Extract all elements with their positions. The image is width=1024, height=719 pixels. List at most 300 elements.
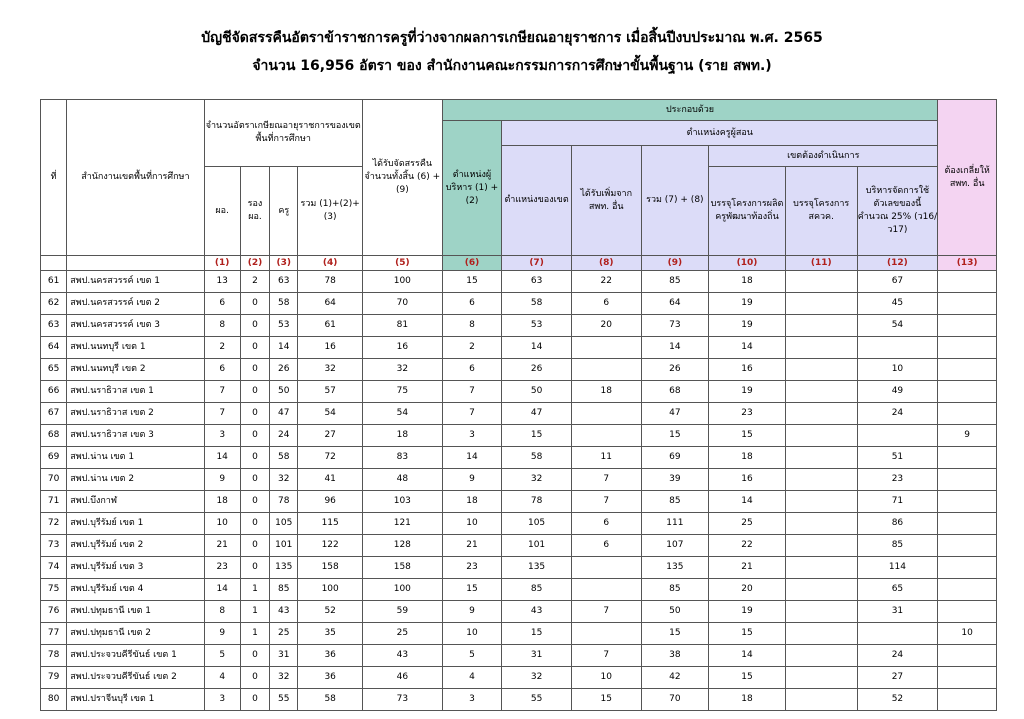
header-sum-7-8: รวม (7) + (8)	[641, 146, 709, 256]
cell-c8	[571, 425, 641, 447]
cell-c5: 46	[362, 667, 442, 689]
row-number: 61	[41, 271, 67, 293]
cell-c6: 5	[442, 645, 502, 667]
header-office: สำนักงานเขตพื้นที่การศึกษา	[67, 100, 204, 256]
cell-c12: 31	[857, 601, 938, 623]
cell-c2: 0	[240, 667, 269, 689]
cell-c7: 32	[502, 469, 572, 491]
cell-c7: 85	[502, 579, 572, 601]
cell-c13: 10	[938, 623, 997, 645]
cell-c2: 0	[240, 447, 269, 469]
cell-c3: 78	[270, 491, 298, 513]
col-number: (3)	[270, 256, 298, 271]
header-retire-group: จำนวนอัตราเกษียณอายุราชการของเขตพื้นที่การศึกษา	[204, 100, 362, 167]
cell-c5: 158	[362, 557, 442, 579]
cell-c12: 10	[857, 359, 938, 381]
cell-c11	[785, 623, 857, 645]
cell-c13	[938, 469, 997, 491]
cell-c3: 55	[270, 689, 298, 711]
row-number: 67	[41, 403, 67, 425]
cell-c7: 58	[502, 293, 572, 315]
cell-c10: 21	[709, 557, 786, 579]
cell-c7: 31	[502, 645, 572, 667]
header-district-pos: ตำแหน่งของเขต	[502, 146, 572, 256]
cell-c2: 0	[240, 403, 269, 425]
row-number: 63	[41, 315, 67, 337]
cell-c5: 75	[362, 381, 442, 403]
cell-c4: 54	[298, 403, 363, 425]
cell-c9: 68	[641, 381, 709, 403]
header-local-teacher: บรรจุโครงการผลิตครูพัฒนาท้องถิ่น	[709, 167, 786, 256]
cell-c4: 41	[298, 469, 363, 491]
office-name: สพป.นนทบุรี เขต 2	[67, 359, 204, 381]
office-name: สพป.นราธิวาส เขต 3	[67, 425, 204, 447]
table-row	[41, 557, 997, 579]
cell-c6: 7	[442, 403, 502, 425]
table-body	[41, 271, 997, 711]
col-number: (5)	[362, 256, 442, 271]
cell-c8	[571, 337, 641, 359]
cell-c8: 10	[571, 667, 641, 689]
cell-c9: 38	[641, 645, 709, 667]
header-teacher: ครู	[270, 167, 298, 256]
office-name: สพป.นนทบุรี เขต 1	[67, 337, 204, 359]
header-share-other: ต้องเกลี่ยให้ สพท. อื่น	[938, 100, 997, 256]
cell-c13	[938, 579, 997, 601]
row-number: 75	[41, 579, 67, 601]
col-number: (1)	[204, 256, 240, 271]
table-row	[41, 337, 997, 359]
col-number: (10)	[709, 256, 786, 271]
cell-c8: 6	[571, 535, 641, 557]
cell-c8: 20	[571, 315, 641, 337]
cell-c5: 128	[362, 535, 442, 557]
cell-c6: 6	[442, 359, 502, 381]
cell-c2: 0	[240, 645, 269, 667]
cell-c5: 70	[362, 293, 442, 315]
table-row	[41, 293, 997, 315]
office-name: สพป.ปราจีนบุรี เขต 1	[67, 689, 204, 711]
cell-c9: 42	[641, 667, 709, 689]
cell-c13	[938, 601, 997, 623]
cell-c11	[785, 315, 857, 337]
cell-c7: 135	[502, 557, 572, 579]
cell-c2: 0	[240, 293, 269, 315]
cell-c1: 13	[204, 271, 240, 293]
cell-c9: 69	[641, 447, 709, 469]
col-number: (13)	[938, 256, 997, 271]
cell-c3: 58	[270, 293, 298, 315]
cell-c2: 0	[240, 359, 269, 381]
cell-c9: 111	[641, 513, 709, 535]
cell-c1: 10	[204, 513, 240, 535]
cell-c1: 23	[204, 557, 240, 579]
cell-c3: 14	[270, 337, 298, 359]
cell-c11	[785, 271, 857, 293]
cell-c10: 19	[709, 381, 786, 403]
row-number: 65	[41, 359, 67, 381]
cell-c5: 18	[362, 425, 442, 447]
cell-c4: 35	[298, 623, 363, 645]
cell-c8	[571, 557, 641, 579]
cell-c9: 26	[641, 359, 709, 381]
cell-c13	[938, 293, 997, 315]
office-name: สพป.บึงกาฬ	[67, 491, 204, 513]
cell-c3: 26	[270, 359, 298, 381]
cell-c13	[938, 689, 997, 711]
cell-c10: 16	[709, 469, 786, 491]
cell-c2: 0	[240, 381, 269, 403]
cell-c9: 73	[641, 315, 709, 337]
cell-c12	[857, 623, 938, 645]
cell-c10: 20	[709, 579, 786, 601]
cell-c8	[571, 403, 641, 425]
cell-c2: 0	[240, 491, 269, 513]
cell-c6: 7	[442, 381, 502, 403]
cell-c9: 64	[641, 293, 709, 315]
cell-c4: 32	[298, 359, 363, 381]
row-number: 70	[41, 469, 67, 491]
header-director: ผอ.	[204, 167, 240, 256]
cell-c9: 107	[641, 535, 709, 557]
cell-c3: 31	[270, 645, 298, 667]
table-row	[41, 689, 997, 711]
cell-c7: 26	[502, 359, 572, 381]
cell-c13	[938, 557, 997, 579]
table-row	[41, 513, 997, 535]
cell-c8: 18	[571, 381, 641, 403]
cell-c9: 15	[641, 623, 709, 645]
cell-c12: 24	[857, 403, 938, 425]
cell-c11	[785, 403, 857, 425]
cell-c4: 115	[298, 513, 363, 535]
cell-c10: 19	[709, 315, 786, 337]
cell-c2: 0	[240, 689, 269, 711]
cell-c8: 6	[571, 293, 641, 315]
row-number: 79	[41, 667, 67, 689]
cell-c9: 14	[641, 337, 709, 359]
cell-c4: 58	[298, 689, 363, 711]
cell-c9: 85	[641, 271, 709, 293]
cell-c7: 53	[502, 315, 572, 337]
cell-c11	[785, 359, 857, 381]
cell-c1: 9	[204, 469, 240, 491]
cell-c4: 36	[298, 667, 363, 689]
cell-c12: 49	[857, 381, 938, 403]
cell-c6: 21	[442, 535, 502, 557]
cell-c6: 10	[442, 623, 502, 645]
table-row	[41, 381, 997, 403]
cell-c9: 85	[641, 491, 709, 513]
cell-c13	[938, 447, 997, 469]
cell-c2: 1	[240, 579, 269, 601]
cell-c12	[857, 337, 938, 359]
table-row	[41, 447, 997, 469]
col-number: (8)	[571, 256, 641, 271]
cell-c5: 103	[362, 491, 442, 513]
cell-c12	[857, 425, 938, 447]
cell-c13	[938, 491, 997, 513]
cell-c8: 22	[571, 271, 641, 293]
document-title: บัญชีจัดสรรคืนอัตราข้าราชการครูที่ว่างจากผลการเกษียณอายุราชการ เมื่อสิ้นปีงบประมาณ พ.ศ. 2565	[201, 30, 823, 46]
cell-c13	[938, 667, 997, 689]
cell-c12: 86	[857, 513, 938, 535]
cell-c10: 18	[709, 447, 786, 469]
cell-c12: 27	[857, 667, 938, 689]
cell-c12: 52	[857, 689, 938, 711]
cell-c8: 11	[571, 447, 641, 469]
cell-c12: 51	[857, 447, 938, 469]
cell-c4: 61	[298, 315, 363, 337]
cell-c4: 158	[298, 557, 363, 579]
header-allocated: ได้รับจัดสรรคืนจำนวนทั้งสิ้น (6) + (9)	[362, 100, 442, 256]
cell-c11	[785, 535, 857, 557]
office-name: สพป.น่าน เขต 2	[67, 469, 204, 491]
cell-c9: 135	[641, 557, 709, 579]
cell-c1: 18	[204, 491, 240, 513]
table-row	[41, 601, 997, 623]
cell-c3: 43	[270, 601, 298, 623]
header-admin-pos: ตำแหน่งผู้บริหาร (1) + (2)	[442, 121, 502, 256]
cell-c3: 24	[270, 425, 298, 447]
cell-c6: 3	[442, 689, 502, 711]
cell-c5: 59	[362, 601, 442, 623]
cell-c3: 63	[270, 271, 298, 293]
cell-c12: 65	[857, 579, 938, 601]
cell-c4: 100	[298, 579, 363, 601]
cell-c2: 0	[240, 513, 269, 535]
office-name: สพป.บุรีรัมย์ เขต 4	[67, 579, 204, 601]
office-name: สพป.บุรีรัมย์ เขต 3	[67, 557, 204, 579]
cell-c1: 5	[204, 645, 240, 667]
cell-c2: 0	[240, 337, 269, 359]
cell-c11	[785, 447, 857, 469]
office-name: สพป.บุรีรัมย์ เขต 1	[67, 513, 204, 535]
cell-c11	[785, 293, 857, 315]
cell-c7: 105	[502, 513, 572, 535]
cell-c6: 4	[442, 667, 502, 689]
cell-c11	[785, 381, 857, 403]
cell-c3: 53	[270, 315, 298, 337]
cell-c5: 100	[362, 579, 442, 601]
cell-c1: 7	[204, 403, 240, 425]
cell-c4: 96	[298, 491, 363, 513]
cell-c7: 14	[502, 337, 572, 359]
cell-c1: 4	[204, 667, 240, 689]
cell-c2: 1	[240, 623, 269, 645]
cell-c8	[571, 579, 641, 601]
cell-c9: 47	[641, 403, 709, 425]
row-number: 74	[41, 557, 67, 579]
header-district-ops: เขตต้องดำเนินการ	[709, 146, 938, 167]
document-subtitle: จำนวน 16,956 อัตรา ของ สำนักงานคณะกรรมการการศึกษาขั้นพื้นฐาน (ราย สพท.)	[252, 58, 772, 74]
col-number: (7)	[502, 256, 572, 271]
cell-c8	[571, 623, 641, 645]
cell-c8: 7	[571, 469, 641, 491]
cell-c1: 3	[204, 425, 240, 447]
cell-c6: 23	[442, 557, 502, 579]
cell-c1: 9	[204, 623, 240, 645]
cell-c7: 15	[502, 425, 572, 447]
cell-c7: 32	[502, 667, 572, 689]
cell-c10: 15	[709, 623, 786, 645]
row-number: 62	[41, 293, 67, 315]
office-name: สพป.ประจวบคีรีขันธ์ เขต 1	[67, 645, 204, 667]
cell-c8: 7	[571, 645, 641, 667]
cell-c1: 6	[204, 359, 240, 381]
table-row	[41, 623, 997, 645]
col-number: (9)	[641, 256, 709, 271]
cell-c11	[785, 513, 857, 535]
table-row	[41, 271, 997, 293]
header-manage-25: บริหารจัดการใช้ตัวเลขของนี้ คำนวณ 25% (ว16/ ว17)	[857, 167, 938, 256]
office-name: สพป.น่าน เขต 1	[67, 447, 204, 469]
cell-c4: 64	[298, 293, 363, 315]
cell-c5: 81	[362, 315, 442, 337]
cell-c3: 50	[270, 381, 298, 403]
cell-c4: 122	[298, 535, 363, 557]
cell-c7: 15	[502, 623, 572, 645]
cell-c12: 23	[857, 469, 938, 491]
header-total: รวม (1)+(2)+(3)	[298, 167, 363, 256]
col-number: (11)	[785, 256, 857, 271]
cell-c13	[938, 535, 997, 557]
col-number: (4)	[298, 256, 363, 271]
office-name: สพป.บุรีรัมย์ เขต 2	[67, 535, 204, 557]
row-number: 73	[41, 535, 67, 557]
table-row	[41, 403, 997, 425]
cell-c5: 48	[362, 469, 442, 491]
cell-c9: 39	[641, 469, 709, 491]
cell-c1: 2	[204, 337, 240, 359]
col-number: (12)	[857, 256, 938, 271]
cell-c3: 135	[270, 557, 298, 579]
cell-c7: 43	[502, 601, 572, 623]
row-number: 76	[41, 601, 67, 623]
cell-c3: 85	[270, 579, 298, 601]
cell-c4: 27	[298, 425, 363, 447]
cell-c10: 14	[709, 645, 786, 667]
col-number: (6)	[442, 256, 502, 271]
header-deputy: รอง ผอ.	[240, 167, 269, 256]
cell-c11	[785, 491, 857, 513]
cell-c6: 9	[442, 601, 502, 623]
cell-c5: 25	[362, 623, 442, 645]
cell-c5: 100	[362, 271, 442, 293]
cell-c5: 54	[362, 403, 442, 425]
table-row	[41, 491, 997, 513]
office-name: สพป.ประจวบคีรีขันธ์ เขต 2	[67, 667, 204, 689]
cell-c1: 6	[204, 293, 240, 315]
cell-c7: 50	[502, 381, 572, 403]
row-number: 68	[41, 425, 67, 447]
cell-c4: 36	[298, 645, 363, 667]
cell-c12: 24	[857, 645, 938, 667]
cell-c10: 19	[709, 601, 786, 623]
table-row	[41, 425, 997, 447]
cell-c12: 71	[857, 491, 938, 513]
cell-c11	[785, 425, 857, 447]
office-name: สพป.นราธิวาส เขต 2	[67, 403, 204, 425]
cell-c6: 8	[442, 315, 502, 337]
cell-c11	[785, 601, 857, 623]
cell-c11	[785, 645, 857, 667]
cell-c3: 32	[270, 469, 298, 491]
cell-c6: 3	[442, 425, 502, 447]
office-name: สพป.นครสวรรค์ เขต 3	[67, 315, 204, 337]
cell-c10: 23	[709, 403, 786, 425]
cell-c2: 0	[240, 535, 269, 557]
cell-c12: 85	[857, 535, 938, 557]
cell-c8: 7	[571, 601, 641, 623]
office-name: สพป.นครสวรรค์ เขต 1	[67, 271, 204, 293]
cell-c8: 15	[571, 689, 641, 711]
cell-c4: 78	[298, 271, 363, 293]
cell-c1: 21	[204, 535, 240, 557]
header-extra-other: ได้รับเพิ่มจาก สพท. อื่น	[571, 146, 641, 256]
cell-c2: 2	[240, 271, 269, 293]
cell-c7: 63	[502, 271, 572, 293]
cell-c5: 73	[362, 689, 442, 711]
cell-c10: 15	[709, 425, 786, 447]
row-number: 80	[41, 689, 67, 711]
cell-c9: 15	[641, 425, 709, 447]
cell-c13	[938, 645, 997, 667]
cell-c13	[938, 271, 997, 293]
cell-c4: 16	[298, 337, 363, 359]
cell-c9: 70	[641, 689, 709, 711]
office-name: สพป.ปทุมธานี เขต 2	[67, 623, 204, 645]
cell-c2: 0	[240, 469, 269, 491]
row-number: 77	[41, 623, 67, 645]
cell-c11	[785, 579, 857, 601]
row-number: 71	[41, 491, 67, 513]
cell-c13: 9	[938, 425, 997, 447]
cell-c11	[785, 557, 857, 579]
office-name: สพป.นราธิวาส เขต 1	[67, 381, 204, 403]
cell-c3: 58	[270, 447, 298, 469]
cell-c8: 6	[571, 513, 641, 535]
cell-c11	[785, 667, 857, 689]
cell-c13	[938, 513, 997, 535]
cell-c6: 10	[442, 513, 502, 535]
cell-c5: 43	[362, 645, 442, 667]
table-row	[41, 359, 997, 381]
cell-c2: 1	[240, 601, 269, 623]
cell-c10: 18	[709, 271, 786, 293]
cell-c12: 114	[857, 557, 938, 579]
table-row	[41, 535, 997, 557]
cell-c12: 45	[857, 293, 938, 315]
office-name: สพป.ปทุมธานี เขต 1	[67, 601, 204, 623]
cell-c6: 2	[442, 337, 502, 359]
cell-c9: 85	[641, 579, 709, 601]
header-kswk: บรรจุโครงการ สควค.	[785, 167, 857, 256]
cell-c7: 55	[502, 689, 572, 711]
table-row	[41, 579, 997, 601]
table-row	[41, 315, 997, 337]
cell-c3: 101	[270, 535, 298, 557]
cell-c10: 19	[709, 293, 786, 315]
cell-c13	[938, 381, 997, 403]
cell-c6: 9	[442, 469, 502, 491]
cell-c7: 58	[502, 447, 572, 469]
cell-c3: 47	[270, 403, 298, 425]
cell-c1: 3	[204, 689, 240, 711]
cell-c10: 16	[709, 359, 786, 381]
cell-c2: 0	[240, 557, 269, 579]
cell-c10: 18	[709, 689, 786, 711]
